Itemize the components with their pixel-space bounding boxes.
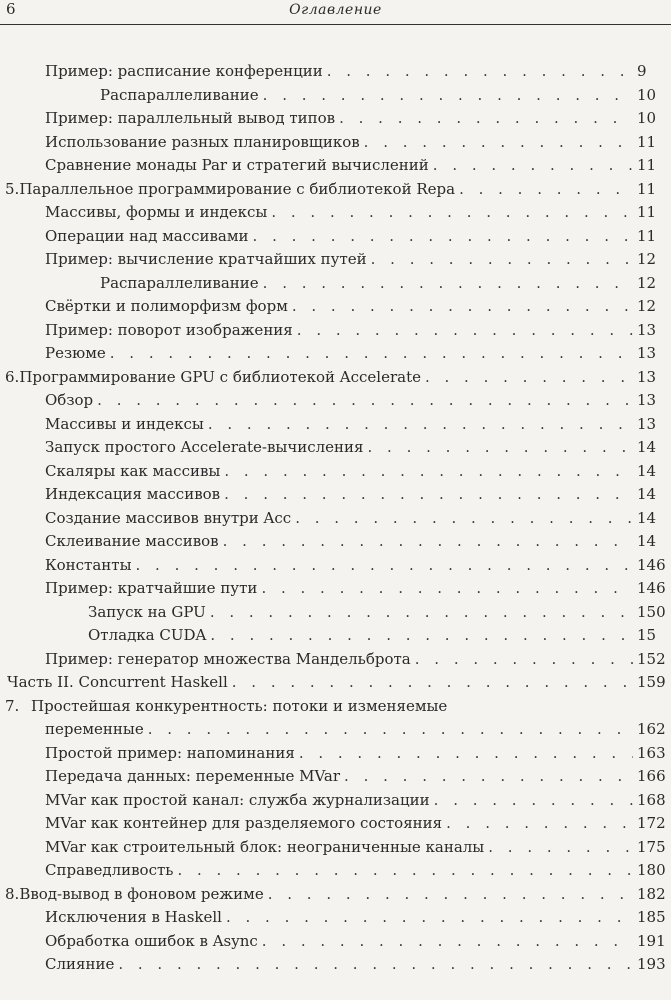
toc-entry [0,84,671,108]
toc-entry [0,436,671,460]
toc-entry [0,107,671,131]
toc-page-number: 13 [637,391,657,409]
toc-entry-label: Пример: поворот изображения [45,320,293,339]
toc-entry-label: Создание массивов внутри Acc [45,508,292,527]
toc-entry-label: Склеивание массивов [45,532,219,550]
toc-entry-label: Распараллеливание [100,85,259,104]
toc-entry-label: Справедливость [45,861,174,879]
toc-page-number: 14 [637,438,657,456]
dot-leader [344,765,633,789]
dot-leader [292,295,633,319]
dot-leader [210,624,633,648]
dot-leader [425,366,633,390]
toc-entry-label: Пример: генератор множества Мандельброта [45,649,411,668]
dot-leader [177,859,633,883]
chapter-number: 5. [5,179,20,198]
toc-entry [0,930,671,954]
toc-entry-label: Скаляры как массивы [45,461,221,480]
toc-entry-label: Сравнение монады Par и стратегий вычислений [45,156,429,174]
toc-entry-label: Простой пример: напоминания [45,743,295,762]
toc-entry-label: MVar как контейнер для разделяемого состояния [45,814,443,832]
dot-leader [223,530,633,554]
toc-entry-label: Программирование GPU с библиотекой Accelerate [19,367,421,386]
toc-entry-label: Массивы и индексы [45,414,204,433]
toc-page-number: 14 [637,461,657,480]
toc-page-number: 11 [637,132,657,151]
toc-page-number: 10 [637,109,657,127]
toc-entry [0,671,671,695]
toc-entry [0,789,671,813]
dot-leader [415,648,633,672]
toc-entry-label: Использование разных планировщиков [45,132,360,151]
toc-entry [0,460,671,484]
dot-leader [263,272,633,296]
toc-page-number: 12 [637,297,657,315]
toc-entry-label: Отладка CUDA [88,626,207,644]
toc-entry-label: Простейшая конкурентность: потоки и изменяемые [31,696,448,715]
toc-entry [0,131,671,155]
toc-page-number: 11 [637,179,657,198]
dot-leader [368,436,633,460]
dot-leader [299,742,633,766]
toc-page-number: 168 [637,790,666,809]
toc-page-number: 14 [637,508,657,527]
dot-leader [110,342,633,366]
running-title: Оглавление [289,2,382,18]
toc-entry-label: Слияние [45,955,115,973]
toc-entry-label: Операции над массивами [45,226,249,245]
toc-page-number: 14 [637,485,657,503]
dot-leader [488,836,633,860]
dot-leader [434,789,633,813]
toc-page-number: 166 [637,767,666,785]
toc-entry [0,695,671,742]
toc-entry [0,272,671,296]
toc-entry [0,507,671,531]
dot-leader [263,84,633,108]
toc-entry [0,178,671,202]
dot-leader [148,718,633,742]
toc-entry-label: Параллельное программирование с библиотекой Repa [19,179,456,198]
toc-entry-label: MVar как простой канал: служба журнализации [45,790,430,809]
chapter-number: 8. [5,884,20,903]
dot-leader [339,107,633,131]
toc-page-number: 9 [637,62,647,80]
toc-entry [0,601,671,625]
toc-page-number: 15 [637,626,657,644]
dot-leader [224,460,633,484]
dot-leader [364,131,633,155]
toc-entry-label: Пример: вычисление кратчайших путей [45,250,367,268]
dot-leader [297,319,633,343]
toc-page-number: 13 [637,320,657,339]
toc-page-number: 159 [637,673,666,691]
toc-page-number: 11 [637,156,657,174]
dot-leader [268,883,633,907]
toc-entry-label: Индексация массивов [45,485,221,503]
toc-entry [0,225,671,249]
toc-entry-title-line1 [5,695,447,719]
toc-entry-label: Обработка ошибок в Async [45,931,258,950]
toc-page-number: 13 [637,367,657,386]
toc-page-number: 146 [637,555,666,574]
toc-entry [0,295,671,319]
dot-leader [371,248,633,272]
dot-leader [459,178,633,202]
dot-leader [97,389,633,413]
toc-entry-label: Обзор [45,391,94,409]
toc-entry-label: Распараллеливание [100,273,259,292]
chapter-number: 6. [5,367,20,386]
toc-entry [0,624,671,648]
dot-leader [261,577,633,601]
dot-leader [224,483,633,507]
toc-entry [0,389,671,413]
toc-entry-label: Резюме [45,344,106,362]
toc-entry [0,648,671,672]
dot-leader [136,554,633,578]
toc-page-number: 13 [637,414,657,433]
dot-leader [253,225,633,249]
toc-page-number: 152 [637,649,666,668]
toc-page-number: 172 [637,814,666,832]
toc-entry [0,60,671,84]
dot-leader [327,60,633,84]
toc-entry-label: Передача данных: переменные MVar [45,767,341,785]
toc-entry [0,413,671,437]
dot-leader [226,906,633,930]
toc-page-number: 182 [637,884,666,903]
toc-page-number: 12 [637,273,657,292]
toc-entry [0,765,671,789]
toc-page-number: 185 [637,908,666,926]
toc-page-number: 146 [637,579,666,597]
toc-entry-label: Массивы, формы и индексы [45,203,268,221]
toc-entry-label: Ввод-вывод в фоновом режиме [19,884,264,903]
toc-page-number: 193 [637,955,666,973]
toc-entry [0,906,671,930]
toc-page-number: 11 [637,203,657,221]
toc-page-number: 13 [637,344,657,362]
table-of-contents [0,60,671,977]
toc-entry-label: MVar как строительный блок: неограниченные каналы [45,837,485,856]
toc-entry-label: Исключения в Haskell [45,908,222,926]
toc-entry [0,201,671,225]
toc-entry [0,859,671,883]
chapter-number: 7. [5,696,20,715]
page-number: 6 [6,0,16,18]
toc-entry [0,366,671,390]
toc-entry-label: Пример: кратчайшие пути [45,579,258,597]
toc-page-number: 162 [637,720,666,738]
toc-entry [0,577,671,601]
toc-entry-label: Пример: параллельный вывод типов [45,109,336,127]
toc-entry [0,742,671,766]
toc-page-number: 150 [637,602,666,621]
toc-entry [0,342,671,366]
dot-leader [295,507,633,531]
toc-entry [0,812,671,836]
toc-entry-label: Пример: расписание конференции [45,62,323,80]
toc-page-number: 10 [637,85,657,104]
toc-entry [0,154,671,178]
toc-entry [0,953,671,977]
toc-page-number: 163 [637,743,666,762]
dot-leader [446,812,633,836]
dot-leader [271,201,633,225]
dot-leader [210,601,633,625]
toc-entry [0,883,671,907]
dot-leader [118,953,633,977]
toc-page-number: 12 [637,250,657,268]
toc-entry-label: переменные [45,720,144,738]
toc-page-number: 191 [637,931,666,950]
toc-entry-label: Константы [45,555,132,574]
toc-entry-label: Запуск простого Accelerate-вычисления [45,438,364,456]
page-header [0,0,671,26]
dot-leader [433,154,633,178]
toc-entry [0,554,671,578]
dot-leader [262,930,633,954]
toc-entry [0,248,671,272]
toc-page-number: 175 [637,837,666,856]
toc-page-number: 11 [637,226,657,245]
toc-page-number: 180 [637,861,666,879]
toc-page-number: 14 [637,532,657,550]
dot-leader [208,413,633,437]
toc-entry [0,836,671,860]
toc-entry-label: Свёртки и полиморфизм форм [45,297,288,315]
dot-leader [232,671,633,695]
toc-entry [0,530,671,554]
toc-entry [0,319,671,343]
toc-entry-label: Запуск на GPU [88,602,206,621]
header-rule [0,24,671,25]
toc-entry-label: Часть II. Concurrent Haskell [7,673,228,691]
toc-entry [0,483,671,507]
